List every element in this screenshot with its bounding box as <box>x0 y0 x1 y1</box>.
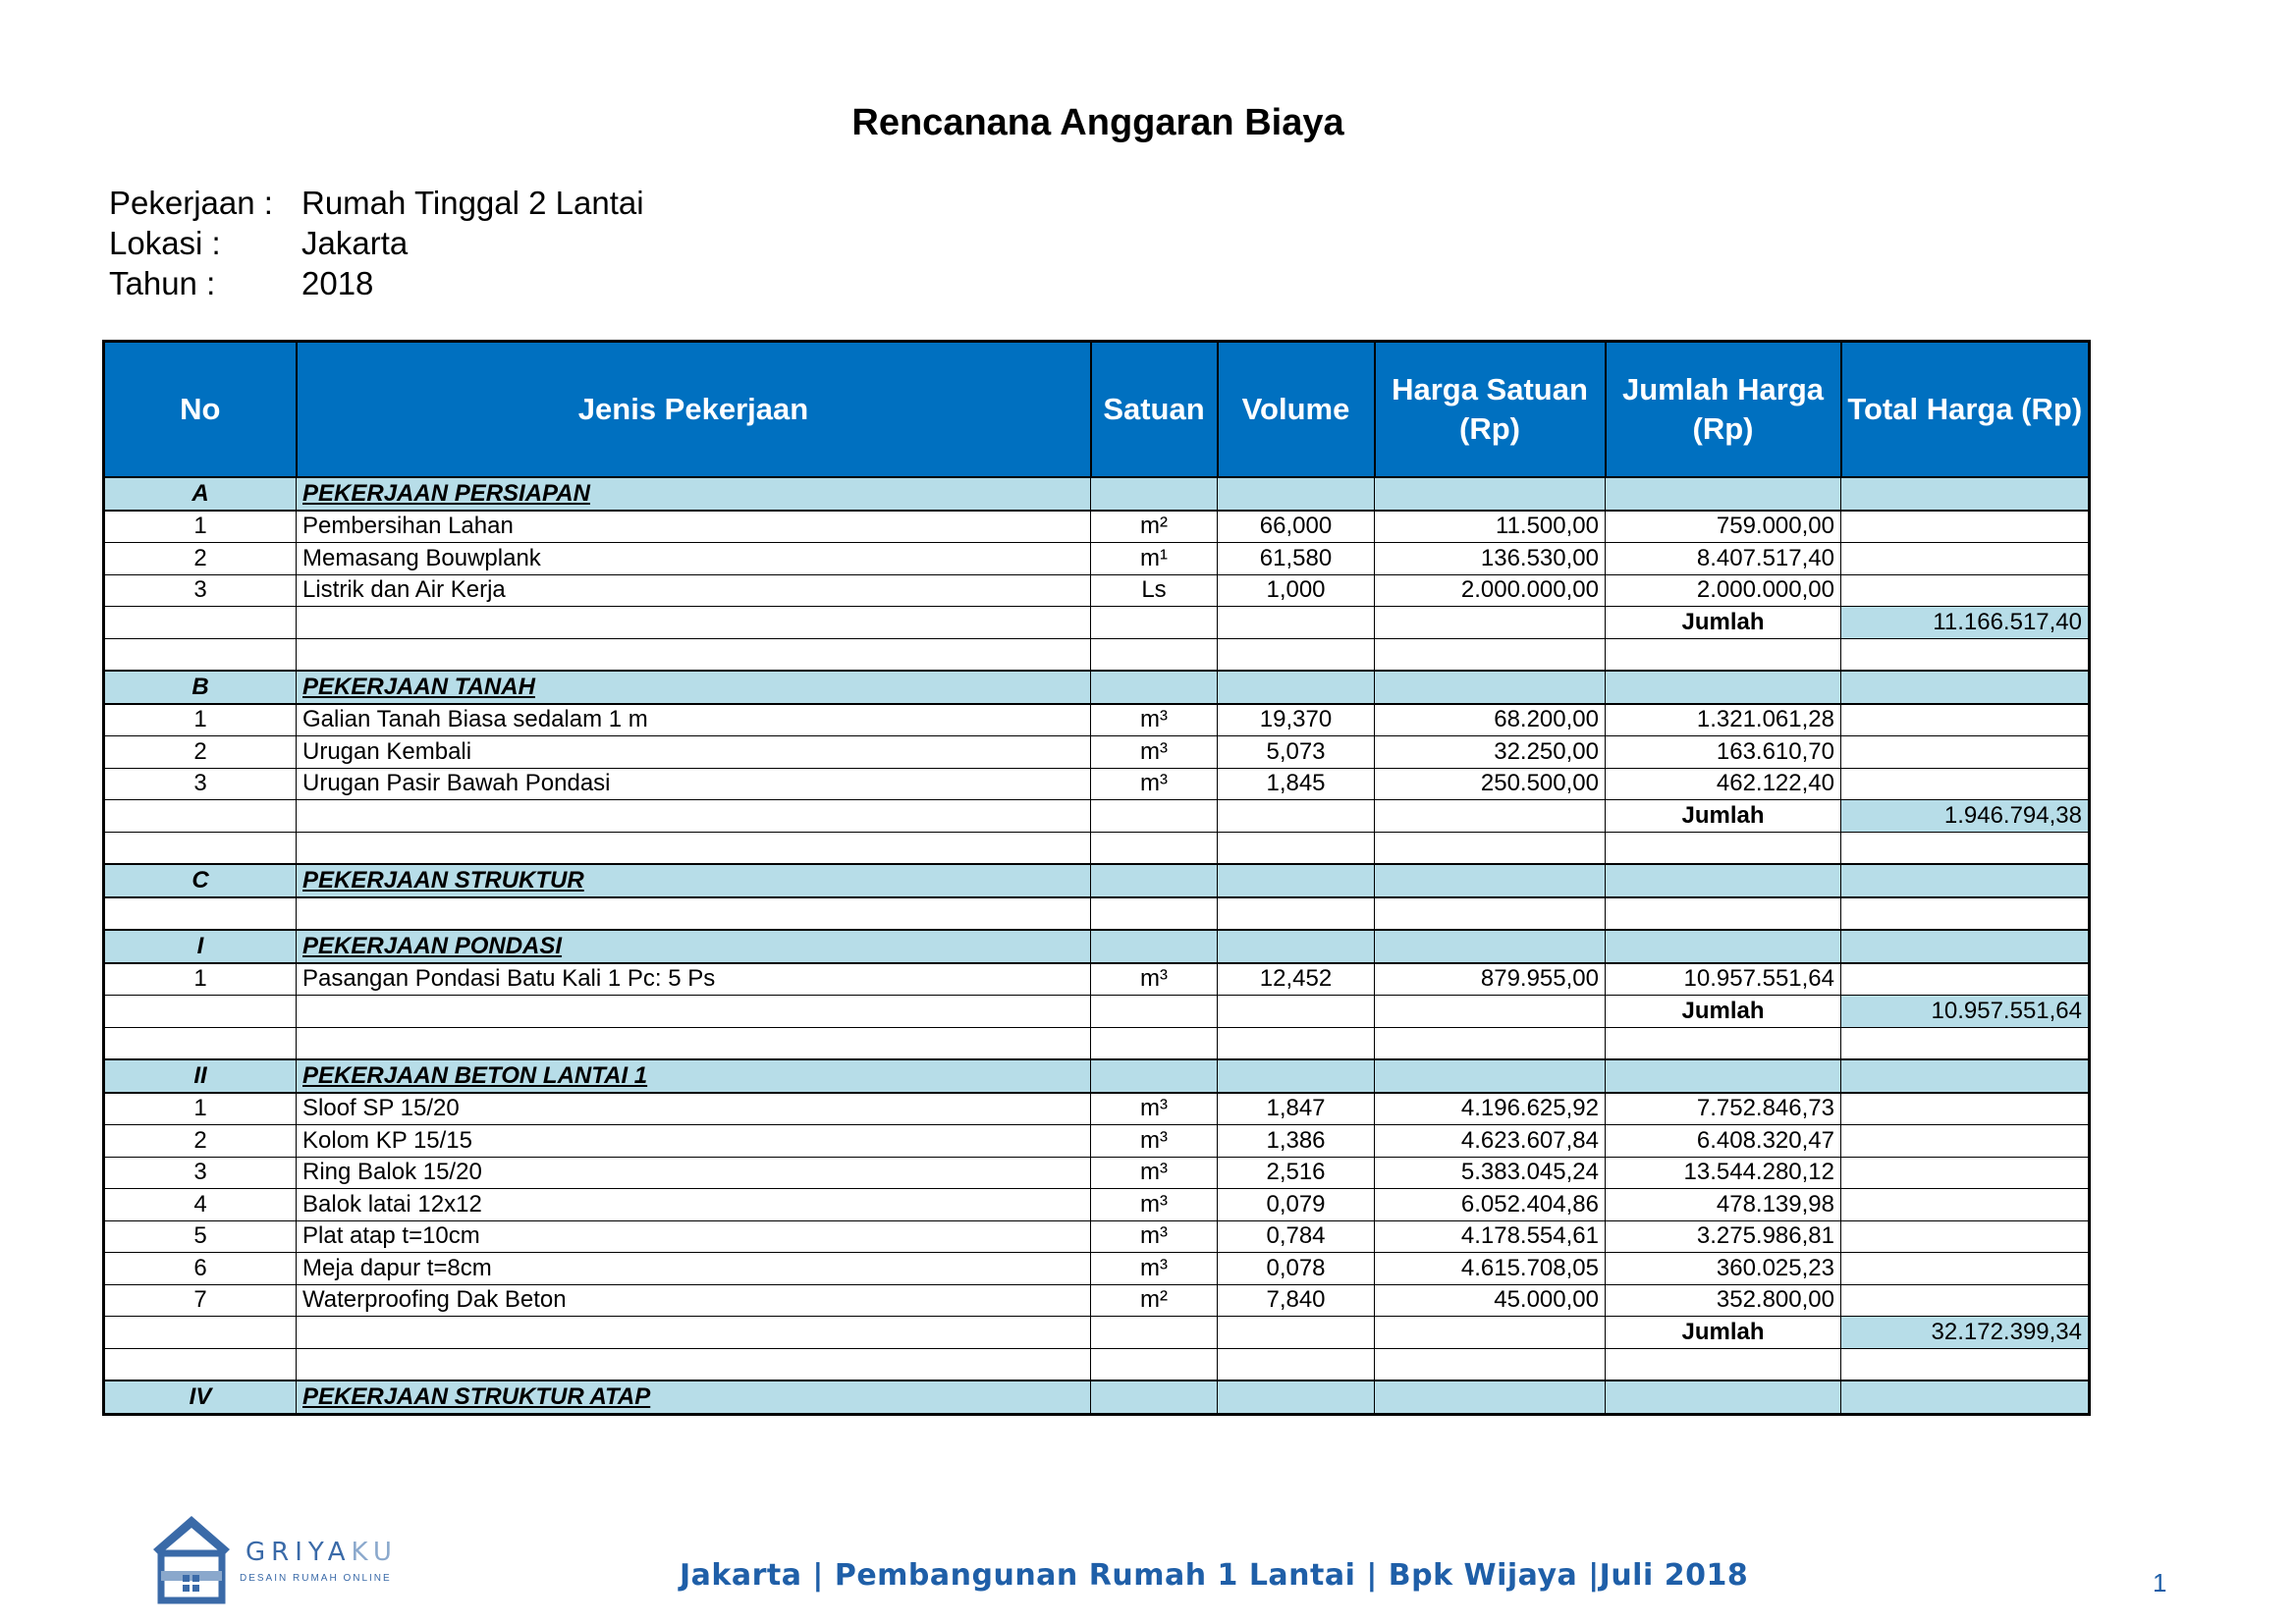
item-amount: 6.408.320,47 <box>1606 1125 1841 1158</box>
item-unit: m³ <box>1091 1125 1218 1158</box>
empty-cell <box>1218 1380 1375 1414</box>
item-amount: 360.025,23 <box>1606 1253 1841 1285</box>
table-row <box>104 963 2090 996</box>
blank-row <box>104 1348 2090 1380</box>
empty-cell <box>1375 930 1606 963</box>
empty-cell <box>104 1348 297 1380</box>
item-unit: m³ <box>1091 1220 1218 1253</box>
empty-cell <box>1091 1059 1218 1093</box>
subtotal-value: 11.166.517,40 <box>1841 607 2090 639</box>
item-volume: 12,452 <box>1218 963 1375 996</box>
empty-cell <box>1218 832 1375 864</box>
item-volume: 1,845 <box>1218 768 1375 800</box>
item-amount: 3.275.986,81 <box>1606 1220 1841 1253</box>
empty-cell <box>1841 864 2090 897</box>
section-row <box>104 1059 2090 1093</box>
meta-row-lokasi <box>109 223 644 263</box>
item-amount: 478.139,98 <box>1606 1189 1841 1221</box>
budget-table <box>102 340 2091 1416</box>
table-row <box>104 1157 2090 1189</box>
griyaku-logo <box>147 1510 403 1608</box>
subtotal-value: 1.946.794,38 <box>1841 800 2090 833</box>
item-amount: 10.957.551,64 <box>1606 963 1841 996</box>
empty-cell <box>1091 477 1218 511</box>
blank-row <box>104 832 2090 864</box>
item-name: Plat atap t=10cm <box>297 1220 1091 1253</box>
empty-cell <box>1841 963 2090 996</box>
logo-name-part2: KU <box>351 1538 398 1567</box>
item-unit-price: 5.383.045,24 <box>1375 1157 1606 1189</box>
item-amount: 462.122,40 <box>1606 768 1841 800</box>
item-amount: 759.000,00 <box>1606 511 1841 543</box>
empty-cell <box>297 996 1091 1028</box>
empty-cell <box>1841 671 2090 704</box>
blank-row <box>104 897 2090 931</box>
empty-cell <box>1218 477 1375 511</box>
header-jumlah-harga-line1: Jumlah Harga <box>1621 372 1824 406</box>
logo-name-part1: GRIYA <box>246 1538 352 1567</box>
subtotal-row <box>104 1317 2090 1349</box>
footer-caption: Jakarta | Pembangunan Rumah 1 Lantai | Bpk Wijaya |Juli 2018 <box>680 1558 1749 1593</box>
empty-cell <box>1375 1317 1606 1349</box>
empty-cell <box>1606 671 1841 704</box>
meta-row-pekerjaan <box>109 183 644 223</box>
empty-cell <box>1218 1059 1375 1093</box>
empty-cell <box>1841 832 2090 864</box>
item-name: Ring Balok 15/20 <box>297 1157 1091 1189</box>
empty-cell <box>1841 1220 2090 1253</box>
empty-cell <box>1375 477 1606 511</box>
empty-cell <box>1606 1059 1841 1093</box>
header-satuan: Satuan <box>1091 342 1218 478</box>
section-row <box>104 1380 2090 1414</box>
item-name: Pembersihan Lahan <box>297 511 1091 543</box>
item-unit: m³ <box>1091 768 1218 800</box>
subtotal-label: Jumlah <box>1606 800 1841 833</box>
item-volume: 1,386 <box>1218 1125 1375 1158</box>
empty-cell <box>297 607 1091 639</box>
empty-cell <box>1606 930 1841 963</box>
empty-cell <box>1841 897 2090 931</box>
empty-cell <box>1218 607 1375 639</box>
table-row <box>104 1220 2090 1253</box>
empty-cell <box>1375 607 1606 639</box>
table-row <box>104 1253 2090 1285</box>
item-amount: 13.544.280,12 <box>1606 1157 1841 1189</box>
item-no: 2 <box>104 543 297 575</box>
item-name: Pasangan Pondasi Batu Kali 1 Pc: 5 Ps <box>297 963 1091 996</box>
empty-cell <box>104 638 297 671</box>
empty-cell <box>104 800 297 833</box>
subtotal-value: 32.172.399,34 <box>1841 1317 2090 1349</box>
table-row <box>104 736 2090 769</box>
item-no: 3 <box>104 768 297 800</box>
section-title: PEKERJAAN PERSIAPAN <box>297 477 1091 511</box>
item-unit-price: 68.200,00 <box>1375 704 1606 736</box>
empty-cell <box>1841 1253 2090 1285</box>
empty-cell <box>1375 832 1606 864</box>
table-row <box>104 543 2090 575</box>
item-amount: 7.752.846,73 <box>1606 1093 1841 1125</box>
empty-cell <box>1218 671 1375 704</box>
item-unit-price: 2.000.000,00 <box>1375 574 1606 607</box>
header-jumlah-harga-line2: (Rp) <box>1692 411 1754 446</box>
empty-cell <box>1091 1027 1218 1059</box>
empty-cell <box>297 800 1091 833</box>
empty-cell <box>1841 574 2090 607</box>
empty-cell <box>104 1317 297 1349</box>
empty-cell <box>1375 800 1606 833</box>
empty-cell <box>104 996 297 1028</box>
meta-value: Jakarta <box>301 225 409 261</box>
empty-cell <box>297 1317 1091 1349</box>
empty-cell <box>1841 1284 2090 1317</box>
empty-cell <box>1606 864 1841 897</box>
item-volume: 7,840 <box>1218 1284 1375 1317</box>
empty-cell <box>104 607 297 639</box>
empty-cell <box>1091 930 1218 963</box>
item-name: Waterproofing Dak Beton <box>297 1284 1091 1317</box>
item-no: 6 <box>104 1253 297 1285</box>
item-unit: Ls <box>1091 574 1218 607</box>
section-code: I <box>104 930 297 963</box>
item-no: 1 <box>104 1093 297 1125</box>
item-no: 3 <box>104 1157 297 1189</box>
empty-cell <box>1218 864 1375 897</box>
empty-cell <box>1841 543 2090 575</box>
empty-cell <box>1841 638 2090 671</box>
section-code: II <box>104 1059 297 1093</box>
item-unit-price: 4.178.554,61 <box>1375 1220 1606 1253</box>
empty-cell <box>1218 1027 1375 1059</box>
house-logo-icon <box>147 1510 236 1608</box>
item-name: Balok latai 12x12 <box>297 1189 1091 1221</box>
item-no: 1 <box>104 704 297 736</box>
item-name: Galian Tanah Biasa sedalam 1 m <box>297 704 1091 736</box>
empty-cell <box>1841 1189 2090 1221</box>
item-unit: m² <box>1091 511 1218 543</box>
item-amount: 8.407.517,40 <box>1606 543 1841 575</box>
empty-cell <box>1606 1380 1841 1414</box>
section-title: PEKERJAAN STRUKTUR <box>297 864 1091 897</box>
section-title: PEKERJAAN PONDASI <box>297 930 1091 963</box>
empty-cell <box>1091 638 1218 671</box>
item-unit-price: 136.530,00 <box>1375 543 1606 575</box>
header-jenis-pekerjaan: Jenis Pekerjaan <box>297 342 1091 478</box>
empty-cell <box>1606 1348 1841 1380</box>
item-no: 4 <box>104 1189 297 1221</box>
meta-label: Pekerjaan : <box>109 185 273 221</box>
empty-cell <box>1091 864 1218 897</box>
table-row <box>104 704 2090 736</box>
empty-cell <box>1841 768 2090 800</box>
section-row <box>104 864 2090 897</box>
subtotal-value: 10.957.551,64 <box>1841 996 2090 1028</box>
item-volume: 19,370 <box>1218 704 1375 736</box>
empty-cell <box>1218 638 1375 671</box>
section-code: A <box>104 477 297 511</box>
item-unit-price: 6.052.404,86 <box>1375 1189 1606 1221</box>
empty-cell <box>1218 897 1375 931</box>
item-unit-price: 4.615.708,05 <box>1375 1253 1606 1285</box>
meta-label: Lokasi : <box>109 225 221 261</box>
empty-cell <box>1091 607 1218 639</box>
empty-cell <box>1218 996 1375 1028</box>
item-unit-price: 32.250,00 <box>1375 736 1606 769</box>
item-unit-price: 45.000,00 <box>1375 1284 1606 1317</box>
section-title: PEKERJAAN STRUKTUR ATAP <box>297 1380 1091 1414</box>
header-no: No <box>104 342 297 478</box>
item-volume: 0,079 <box>1218 1189 1375 1221</box>
section-code: C <box>104 864 297 897</box>
empty-cell <box>1375 671 1606 704</box>
empty-cell <box>1841 1125 2090 1158</box>
empty-cell <box>1375 638 1606 671</box>
empty-cell <box>297 897 1091 931</box>
header-volume: Volume <box>1218 342 1375 478</box>
item-name: Urugan Pasir Bawah Pondasi <box>297 768 1091 800</box>
empty-cell <box>1606 1027 1841 1059</box>
item-volume: 0,784 <box>1218 1220 1375 1253</box>
item-unit: m³ <box>1091 1253 1218 1285</box>
empty-cell <box>1091 1348 1218 1380</box>
logo-wordmark <box>246 1538 398 1567</box>
empty-cell <box>297 1348 1091 1380</box>
blank-row <box>104 638 2090 671</box>
empty-cell <box>1218 1348 1375 1380</box>
empty-cell <box>1091 832 1218 864</box>
subtotal-row <box>104 996 2090 1028</box>
item-amount: 2.000.000,00 <box>1606 574 1841 607</box>
empty-cell <box>1841 930 2090 963</box>
meta-label: Tahun : <box>109 265 216 301</box>
item-name: Kolom KP 15/15 <box>297 1125 1091 1158</box>
item-volume: 5,073 <box>1218 736 1375 769</box>
item-volume: 1,000 <box>1218 574 1375 607</box>
table-row <box>104 768 2090 800</box>
item-amount: 163.610,70 <box>1606 736 1841 769</box>
empty-cell <box>1841 1380 2090 1414</box>
empty-cell <box>1606 897 1841 931</box>
table-row <box>104 511 2090 543</box>
item-no: 7 <box>104 1284 297 1317</box>
header-harga-satuan-line1: Harga Satuan <box>1392 372 1588 406</box>
empty-cell <box>1606 832 1841 864</box>
meta-value: 2018 <box>301 265 374 301</box>
table-body <box>104 477 2090 1414</box>
item-name: Listrik dan Air Kerja <box>297 574 1091 607</box>
empty-cell <box>297 832 1091 864</box>
empty-cell <box>1841 736 2090 769</box>
empty-cell <box>1091 897 1218 931</box>
empty-cell <box>104 897 297 931</box>
item-unit-price: 250.500,00 <box>1375 768 1606 800</box>
empty-cell <box>1375 996 1606 1028</box>
subtotal-row <box>104 607 2090 639</box>
table-row <box>104 1189 2090 1221</box>
item-no: 2 <box>104 1125 297 1158</box>
subtotal-row <box>104 800 2090 833</box>
empty-cell <box>1841 1027 2090 1059</box>
empty-cell <box>1841 704 2090 736</box>
empty-cell <box>1841 477 2090 511</box>
item-volume: 61,580 <box>1218 543 1375 575</box>
table-row <box>104 1125 2090 1158</box>
subtotal-label: Jumlah <box>1606 996 1841 1028</box>
header-jumlah-harga <box>1606 342 1841 478</box>
empty-cell <box>1375 1027 1606 1059</box>
section-row <box>104 477 2090 511</box>
item-no: 2 <box>104 736 297 769</box>
empty-cell <box>1091 800 1218 833</box>
section-code: B <box>104 671 297 704</box>
item-unit: m³ <box>1091 1157 1218 1189</box>
page-title: Rencanana Anggaran Biaya <box>851 102 1344 143</box>
item-unit: m¹ <box>1091 543 1218 575</box>
empty-cell <box>1841 1348 2090 1380</box>
item-unit-price: 4.196.625,92 <box>1375 1093 1606 1125</box>
item-unit-price: 879.955,00 <box>1375 963 1606 996</box>
empty-cell <box>1841 511 2090 543</box>
section-title: PEKERJAAN TANAH <box>297 671 1091 704</box>
item-no: 1 <box>104 511 297 543</box>
item-volume: 0,078 <box>1218 1253 1375 1285</box>
meta-row-tahun <box>109 263 644 303</box>
empty-cell <box>1218 800 1375 833</box>
table-row <box>104 1284 2090 1317</box>
empty-cell <box>1091 671 1218 704</box>
item-no: 1 <box>104 963 297 996</box>
item-no: 3 <box>104 574 297 607</box>
item-unit: m³ <box>1091 963 1218 996</box>
empty-cell <box>1375 1059 1606 1093</box>
item-name: Sloof SP 15/20 <box>297 1093 1091 1125</box>
item-unit: m³ <box>1091 1189 1218 1221</box>
header-harga-satuan <box>1375 342 1606 478</box>
logo-tagline: DESAIN RUMAH ONLINE <box>240 1573 392 1584</box>
item-name: Meja dapur t=8cm <box>297 1253 1091 1285</box>
page-number: 1 <box>2153 1568 2167 1597</box>
empty-cell <box>1375 1380 1606 1414</box>
table-header-row <box>104 342 2090 478</box>
empty-cell <box>1091 996 1218 1028</box>
empty-cell <box>1375 897 1606 931</box>
blank-row <box>104 1027 2090 1059</box>
section-row <box>104 671 2090 704</box>
table-row <box>104 574 2090 607</box>
item-name: Urugan Kembali <box>297 736 1091 769</box>
section-title: PEKERJAAN BETON LANTAI 1 <box>297 1059 1091 1093</box>
empty-cell <box>297 1027 1091 1059</box>
empty-cell <box>1841 1093 2090 1125</box>
empty-cell <box>1091 1380 1218 1414</box>
item-unit-price: 4.623.607,84 <box>1375 1125 1606 1158</box>
project-info <box>109 183 644 303</box>
item-amount: 352.800,00 <box>1606 1284 1841 1317</box>
empty-cell <box>1375 864 1606 897</box>
item-volume: 66,000 <box>1218 511 1375 543</box>
item-no: 5 <box>104 1220 297 1253</box>
header-harga-satuan-line2: (Rp) <box>1459 411 1520 446</box>
table-row <box>104 1093 2090 1125</box>
subtotal-label: Jumlah <box>1606 607 1841 639</box>
item-unit: m³ <box>1091 1093 1218 1125</box>
empty-cell <box>1606 638 1841 671</box>
item-unit: m² <box>1091 1284 1218 1317</box>
empty-cell <box>1218 1317 1375 1349</box>
empty-cell <box>1218 930 1375 963</box>
item-volume: 1,847 <box>1218 1093 1375 1125</box>
subtotal-label: Jumlah <box>1606 1317 1841 1349</box>
empty-cell <box>104 832 297 864</box>
section-code: IV <box>104 1380 297 1414</box>
item-name: Memasang Bouwplank <box>297 543 1091 575</box>
item-volume: 2,516 <box>1218 1157 1375 1189</box>
empty-cell <box>1841 1059 2090 1093</box>
empty-cell <box>1841 1157 2090 1189</box>
item-amount: 1.321.061,28 <box>1606 704 1841 736</box>
empty-cell <box>104 1027 297 1059</box>
meta-value: Rumah Tinggal 2 Lantai <box>301 185 644 221</box>
item-unit: m³ <box>1091 736 1218 769</box>
section-row <box>104 930 2090 963</box>
empty-cell <box>1375 1348 1606 1380</box>
empty-cell <box>1606 477 1841 511</box>
item-unit-price: 11.500,00 <box>1375 511 1606 543</box>
empty-cell <box>1091 1317 1218 1349</box>
empty-cell <box>297 638 1091 671</box>
header-total-harga: Total Harga (Rp) <box>1841 342 2090 478</box>
item-unit: m³ <box>1091 704 1218 736</box>
